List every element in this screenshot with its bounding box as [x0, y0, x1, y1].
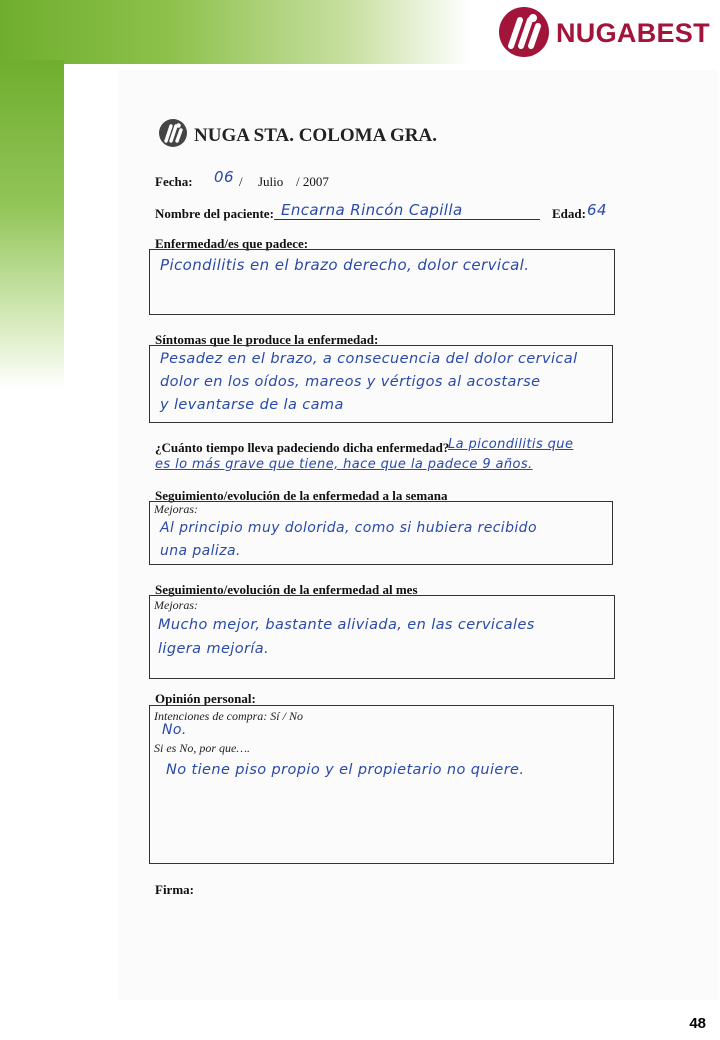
edad-value: 64: [587, 201, 607, 219]
mes-label: Seguimiento/evolución de la enfermedad al mes: [155, 582, 418, 597]
enfermedad-line1: Picondilitis en el brazo derecho, dolor cervical.: [160, 256, 530, 274]
tiempo-value1: La picondilitis que: [448, 437, 574, 452]
porque-value: No tiene piso propio y el propietario no quiere.: [166, 762, 525, 778]
intenciones-label: Intenciones de compra: Sí / No: [154, 709, 303, 723]
opinion-box: [149, 705, 614, 864]
semana-line1: Al principio muy dolorida, como si hubiera recibido: [160, 520, 537, 536]
nugabest-logo-icon: [498, 6, 550, 58]
fecha-label: Fecha:: [155, 174, 193, 189]
nuga-logo-icon: [158, 118, 188, 148]
page-number: 48: [689, 1015, 706, 1032]
fecha-year: / 2007: [296, 174, 329, 189]
sintomas-line2: dolor en los oídos, mareos y vértigos al acostarse: [160, 374, 541, 390]
sintomas-label: Síntomas que le produce la enfermedad:: [155, 332, 379, 347]
porque-label: Si es No, por que….: [154, 741, 250, 755]
side-gradient-band: [0, 60, 64, 390]
semana-label: Seguimiento/evolución de la enfermedad a la semana: [155, 488, 448, 503]
paciente-label: Nombre del paciente:: [155, 206, 274, 221]
edad-label: Edad:: [552, 206, 586, 221]
fecha-month: Julio: [258, 174, 284, 189]
sintomas-line3: y levantarse de la cama: [160, 397, 344, 413]
form-title-text: NUGA STA. COLOMA GRA.: [194, 125, 437, 146]
tiempo-label: ¿Cuánto tiempo lleva padeciendo dicha enfermedad?: [155, 440, 450, 455]
mes-mejoras-label: Mejoras:: [154, 598, 198, 612]
sintomas-line1: Pesadez en el brazo, a consecuencia del dolor cervical: [160, 351, 578, 367]
header-gradient-band: [0, 0, 470, 64]
brand-header: [498, 6, 712, 56]
mes-box: [149, 595, 615, 679]
paciente-value: Encarna Rincón Capilla: [281, 201, 463, 219]
paciente-underline: [274, 219, 540, 220]
tiempo-value2: es lo más grave que tiene, hace que la padece 9 años.: [155, 457, 533, 472]
fecha-day: 06: [214, 168, 234, 186]
intenciones-answer: No.: [162, 722, 187, 738]
brand-name: NUGABEST: [556, 18, 710, 48]
mes-line1: Mucho mejor, bastante aliviada, en las cervicales: [158, 617, 535, 633]
mes-line2: ligera mejoría.: [158, 641, 270, 657]
enfermedad-label: Enfermedad/es que padece:: [155, 236, 309, 251]
opinion-label: Opinión personal:: [155, 691, 256, 706]
firma-label: Firma:: [155, 882, 194, 897]
semana-mejoras-label: Mejoras:: [154, 502, 198, 516]
semana-line2: una paliza.: [160, 543, 241, 559]
fecha-separator: /: [239, 174, 243, 189]
